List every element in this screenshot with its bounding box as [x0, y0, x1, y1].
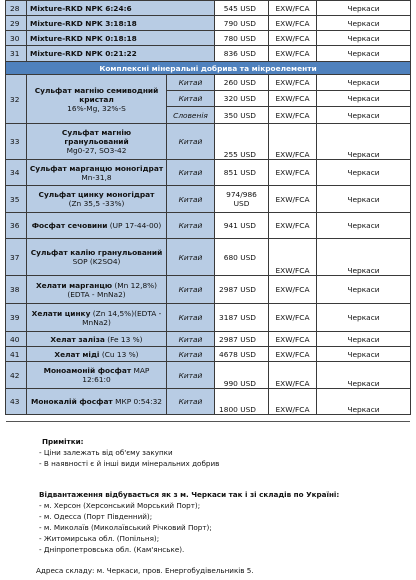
product-name: [27, 75, 167, 124]
product-spec: (Zn 35,5 -33%): [68, 199, 125, 208]
shipping-location: - Дніпропетровська обл. (Кам'янське).: [39, 545, 185, 554]
product-name-bold: Сульфат магнію семиводний кристал: [34, 85, 159, 104]
city: Черкаси: [317, 160, 411, 186]
city: Черкаси: [317, 304, 411, 332]
table-row: [6, 31, 411, 46]
price: 680 USD: [215, 239, 269, 276]
price: 260 USD: [215, 75, 269, 91]
row-number: 34: [6, 160, 27, 186]
notes-title: Примітки:: [42, 437, 84, 446]
origin: Китай: [167, 362, 215, 389]
product-name: [27, 347, 167, 362]
price: 545 USD: [215, 1, 269, 16]
row-number: 31: [6, 46, 27, 62]
city: Черкаси: [317, 107, 411, 124]
shipping-location: - м. Одесса (Порт Південний);: [39, 512, 153, 521]
terms: EXW/FCA: [269, 276, 317, 304]
origin: Китай: [167, 347, 215, 362]
table-row: [6, 186, 411, 213]
warehouse-address: Адреса складу: м. Черкаси, пров. Енергобудівельників 5.: [36, 566, 254, 575]
section-header-row: [6, 62, 411, 75]
product-spec: (Mn 12,8%)(EDTA - MnNa2): [67, 280, 158, 299]
product-name: [27, 332, 167, 347]
origin: Китай: [167, 213, 215, 239]
product-spec: Mg0-27, SO3-42: [66, 146, 127, 155]
city: Черкаси: [317, 389, 411, 415]
product-name-bold: Фосфат сечовини: [31, 221, 108, 230]
product-name: [27, 239, 167, 276]
product-spec: (UP 17-44-00): [109, 221, 162, 230]
price: 851 USD: [215, 160, 269, 186]
price: 2987 USD: [215, 332, 269, 347]
product-name: Mixture-RKD NPK 6:24:6: [27, 1, 215, 16]
row-number: 42: [6, 362, 27, 389]
product-name: Mixture-RKD NPK 3:18:18: [27, 16, 215, 31]
table-row: [6, 332, 411, 347]
terms: EXW/FCA: [269, 347, 317, 362]
price: [215, 186, 269, 213]
product-name: [27, 304, 167, 332]
table-row: [6, 46, 411, 62]
product-name-bold: Хелати марганцю: [35, 280, 113, 290]
origin: Китай: [167, 276, 215, 304]
row-number: 35: [6, 186, 27, 213]
row-number: 33: [6, 124, 27, 160]
section-title: Комплексні мінеральні добрива та мікроелементи: [6, 62, 411, 75]
price-table: [5, 0, 411, 415]
city: Черкаси: [317, 124, 411, 160]
table-row: [6, 75, 411, 91]
row-number: 40: [6, 332, 27, 347]
terms: EXW/FCA: [269, 124, 317, 160]
row-number: 29: [6, 16, 27, 31]
product-spec: Mn-31,8: [81, 172, 112, 182]
price: 990 USD: [215, 362, 269, 389]
shipping-location: - м. Миколаїв (Миколаївський Річковий Порт);: [39, 523, 212, 532]
city: Черкаси: [317, 332, 411, 347]
terms: EXW/FCA: [269, 16, 317, 31]
product-name: [27, 124, 167, 160]
product-name-bold: Сульфат марганцю моногідрат: [29, 163, 164, 173]
city: Черкаси: [317, 75, 411, 91]
origin: Китай: [167, 75, 215, 91]
price: 3187 USD: [215, 304, 269, 332]
origin: Китай: [167, 124, 215, 160]
terms: EXW/FCA: [269, 362, 317, 389]
city: Черкаси: [317, 362, 411, 389]
product-spec: (Fe 13 %): [107, 334, 143, 344]
price: 350 USD: [215, 107, 269, 124]
terms: EXW/FCA: [269, 304, 317, 332]
table-row: [6, 213, 411, 239]
row-number: 32: [6, 75, 27, 124]
city: Черкаси: [317, 213, 411, 239]
origin: Китай: [167, 239, 215, 276]
product-name-bold: Хелат міді: [54, 349, 100, 359]
city: Черкаси: [317, 347, 411, 362]
terms: EXW/FCA: [269, 186, 317, 213]
shipping-location: - м. Херсон (Херсонський Морський Порт);: [39, 501, 201, 510]
origin: Словенія: [167, 107, 215, 124]
origin: Китай: [167, 160, 215, 186]
city: Черкаси: [317, 46, 411, 62]
product-name-bold: Сульфат калію гранульований: [30, 248, 163, 257]
product-spec: 16%-Mg, 32%-S: [67, 103, 126, 113]
terms: EXW/FCA: [269, 332, 317, 347]
terms: EXW/FCA: [269, 160, 317, 186]
product-name-bold: Сульфат цинку моногідрат: [38, 190, 155, 199]
divider: [6, 421, 410, 422]
origin: Китай: [167, 332, 215, 347]
table-row: [6, 276, 411, 304]
terms: EXW/FCA: [269, 75, 317, 91]
price-value: 974/986: [226, 190, 257, 199]
row-number: 36: [6, 213, 27, 239]
product-name: [27, 389, 167, 415]
product-spec: (Zn 14,5%)(EDTA - MnNa2): [82, 308, 162, 327]
product-spec: MAP 12:61:0: [82, 366, 150, 384]
product-name-bold: Сульфат магнію гранульований: [61, 128, 132, 146]
price: 836 USD: [215, 46, 269, 62]
product-name: [27, 160, 167, 186]
product-name-bold: Хелат заліза: [50, 334, 105, 344]
table-row: [6, 347, 411, 362]
product-name-bold: Хелати цинку: [31, 308, 91, 318]
row-number: 41: [6, 347, 27, 362]
terms: EXW/FCA: [269, 46, 317, 62]
row-number: 28: [6, 1, 27, 16]
table-row: [6, 389, 411, 415]
origin: Китай: [167, 304, 215, 332]
terms: EXW/FCA: [269, 107, 317, 124]
product-spec: (Cu 13 %): [101, 349, 139, 359]
terms: EXW/FCA: [269, 213, 317, 239]
product-name-bold: Монокалій фосфат: [31, 397, 113, 406]
table-row: [6, 124, 411, 160]
price: 255 USD: [215, 124, 269, 160]
row-number: 30: [6, 31, 27, 46]
product-name: [27, 186, 167, 213]
city: Черкаси: [317, 16, 411, 31]
origin: Китай: [167, 389, 215, 415]
shipping-title: Відвантаження відбувається як з м. Черкаси так і зі складів по Україні:: [39, 490, 340, 499]
terms: EXW/FCA: [269, 389, 317, 415]
product-name: [27, 276, 167, 304]
product-name: Mixture-RKD NPK 0:21:22: [27, 46, 215, 62]
terms: EXW/FCA: [269, 239, 317, 276]
product-name: [27, 213, 167, 239]
price: 790 USD: [215, 16, 269, 31]
note-item: - Ціни залежать від об'єму закупки: [39, 448, 173, 457]
price: 780 USD: [215, 31, 269, 46]
city: Черкаси: [317, 31, 411, 46]
origin: Китай: [167, 186, 215, 213]
table-row: [6, 1, 411, 16]
product-name-bold: Моноамоній фосфат: [43, 366, 132, 375]
price: 4678 USD: [215, 347, 269, 362]
terms: EXW/FCA: [269, 31, 317, 46]
city: Черкаси: [317, 186, 411, 213]
city: Черкаси: [317, 276, 411, 304]
price-currency: USD: [233, 199, 250, 208]
city: Черкаси: [317, 239, 411, 276]
table-row: [6, 362, 411, 389]
table-row: [6, 304, 411, 332]
row-number: 43: [6, 389, 27, 415]
table-row: [6, 239, 411, 276]
price: 941 USD: [215, 213, 269, 239]
product-spec: МКР 0:54:32: [115, 397, 162, 406]
terms: EXW/FCA: [269, 1, 317, 16]
table-row: [6, 16, 411, 31]
row-number: 37: [6, 239, 27, 276]
origin: Китай: [167, 91, 215, 107]
row-number: 38: [6, 276, 27, 304]
product-name: [27, 362, 167, 389]
note-item: - В наявності є й інші види мінеральних добрив: [39, 459, 220, 468]
table-row: [6, 160, 411, 186]
city: Черкаси: [317, 91, 411, 107]
price: 2987 USD: [215, 276, 269, 304]
price: 1800 USD: [215, 389, 269, 415]
terms: EXW/FCA: [269, 91, 317, 107]
price: 320 USD: [215, 91, 269, 107]
product-spec: SOP (K2SO4): [72, 257, 121, 266]
city: Черкаси: [317, 1, 411, 16]
shipping-location: - Житомирська обл. (Попільня);: [39, 534, 160, 543]
product-name: Mixture-RKD NPK 0:18:18: [27, 31, 215, 46]
row-number: 39: [6, 304, 27, 332]
